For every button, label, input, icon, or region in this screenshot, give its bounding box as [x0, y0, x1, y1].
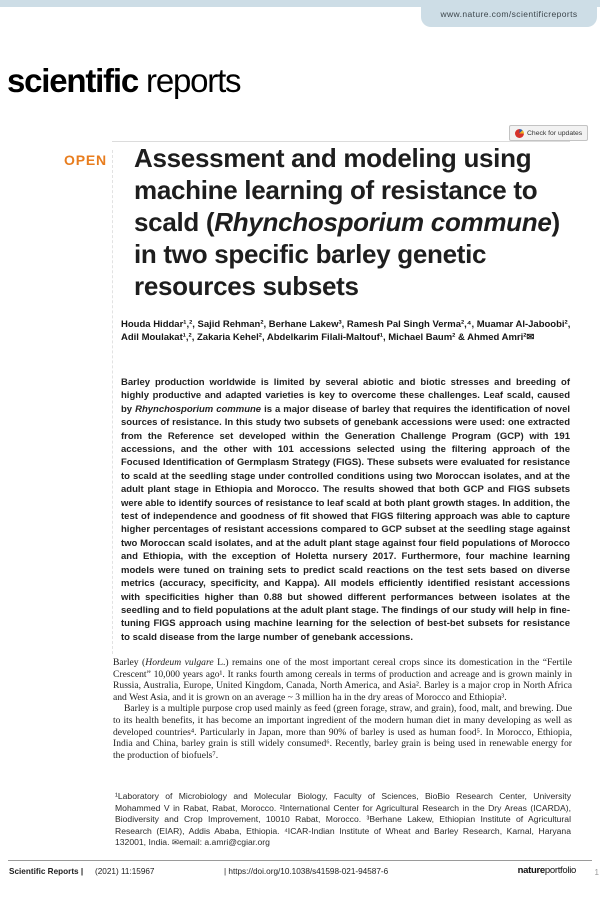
intro-paragraph-1 — [113, 657, 572, 703]
intro-paragraph-2: Barley is a multiple purpose crop used mainly as feed (green forage, straw, and grain), food, malt, and brewing. Due to its health benefits, it has become an important ingredient of the modern human diet in many developing as well as developed countries⁴. Particularly in Japan, more than 90% of barley is used as human food⁵. In Morocco, Ethiopia, India and China, barley grain is still widely consumed⁶. Recently, barley grain is being used in renewable energy for the production of biofuels⁷. — [113, 703, 572, 761]
nature-portfolio-logo — [518, 865, 576, 876]
introduction-text — [113, 657, 572, 761]
p1-part2: L.) remains one of the most important cereal crops since its domestication in the “Fertile Crescent” 10,000 years ago¹. It ranks fourth among cereals in terms of production and acreage and is grown mainly in Russia, Australia, Europe, United Kingdom, Canada, North America, and Asia². Barley is a major crop in North Africa and West Asia, and it is grown on an average ~ 3 million ha in the dry areas of Morocco and Ethiopia³. — [113, 657, 573, 703]
page-number: 1 — [594, 868, 599, 877]
vertical-rule — [112, 150, 113, 654]
affiliations-text: ¹Laboratory of Microbiology and Molecular Biology, Faculty of Sciences, BioBio Research Center, University Mohammed V in Rabat, Rabat, Morocco. ²International Center for Agricultural Research in the Dry Areas (ICARDA), Biodiversity and Crop Improvement, 10010 Rabat, Morocco. ³Berhane Lakew, Ethiopian Institute of Agricultural Research (EIAR), Addis Ababa, Ethiopia. ⁴ICAR-Indian Institute of Wheat and Barley Research, Karnal, Haryana 132001, India. — [115, 791, 571, 847]
abstract-species-italic: Rhynchosporium commune — [135, 403, 262, 415]
abstract-part2: is a major disease of barley that requires the identification of novel sources of resistance. In this study two subsets of genebank accessions were used: one extracted from the Reference set developed within the Generation Challenge Program (GCP) with 191 accessions, and the other with 101 accessions selected using the filtering approach of the Focused Identification of Germplasm Strategy (FIGS). These subsets were evaluated for resistance to scald at the seedling stage under controlled conditions using two Moroccan isolates, and at the adult plant stage in Ethiopia and Morocco. The results showed that both GCP and FIGS subsets were able to identify sources of resistance to leaf scald at both plant growth stages. In addition, the test of independence and goodness of fit showed that FIGS filtering approach was able to capture higher percentages of resistant accessions compared to GCP subset at the seedling stage against two Moroccan scald isolates, and at the adult plant stage against four field populations of Morocco and Ethiopia, with the exception of Holetta nursery 2017. Furthermore, four machine learning models were tuned on training sets to predict scald reactions on the test sets based on diverse metrics (accuracy, specificity, and Kappa). All models efficiently identified resistant accessions with specificities higher than 0.88 but showed different performances between isolates at the seedling and to field populations at the adult plant stage. The findings of our study will help in fine-tuning FIGS approach using machine learning for the selection of best-bet subsets for resistance to scald disease from the large number of genebank accessions. — [121, 403, 570, 643]
title-part1: Assessment and modeling using machine learning of resistance to scald ( — [134, 143, 538, 237]
logo-bold: scientific — [7, 62, 139, 99]
crossmark-icon — [515, 129, 524, 138]
journal-url[interactable]: www.nature.com/scientificreports — [440, 8, 578, 19]
brand-nature: nature — [517, 865, 545, 876]
page-footer — [0, 865, 600, 881]
email-label: ✉email: — [171, 837, 205, 847]
brand-portfolio: portfolio — [544, 865, 576, 876]
footer-doi-link[interactable]: | https://doi.org/10.1038/s41598-021-94587-6 — [224, 867, 389, 876]
author-list: Houda Hiddar¹,², Sajid Rehman², Berhane Lakew³, Ramesh Pal Singh Verma²,⁴, Muamar Al-Jaboobi², Adil Moulakat¹,², Zakaria Kehel², Abdelkarim Filali-Maltouf¹, Michael Baum² & Ahmed Amri²✉ — [121, 319, 571, 343]
affiliations-block — [115, 791, 571, 849]
corresponding-email-link[interactable]: a.amri@cgiar.org — [204, 837, 270, 847]
logo-regular: reports — [138, 62, 241, 99]
journal-logo — [7, 62, 240, 100]
title-part2: ) in two specific barley genetic resources subsets — [134, 207, 560, 301]
p1-part1: Barley ( — [113, 657, 146, 668]
footer-issue: (2021) 11:15967 — [95, 867, 155, 876]
journal-url-tab[interactable] — [421, 0, 597, 27]
abstract-part1: Barley production worldwide is limited by several abiotic and biotic stresses and breeding of highly productive and adapted varieties is key to overcome these challenges. Leaf scald, caused by — [121, 377, 570, 415]
abstract-text — [121, 376, 570, 644]
p1-species-italic: Hordeum vulgare — [145, 657, 214, 668]
article-title — [134, 142, 575, 302]
title-species-italic: Rhynchosporium commune — [214, 207, 552, 237]
footer-journal-name: Scientific Reports | — [9, 867, 84, 876]
check-for-updates-button[interactable] — [509, 125, 588, 141]
open-access-label: OPEN — [64, 152, 107, 168]
footer-divider — [8, 860, 592, 861]
check-for-updates-label: Check for updates — [527, 129, 583, 137]
